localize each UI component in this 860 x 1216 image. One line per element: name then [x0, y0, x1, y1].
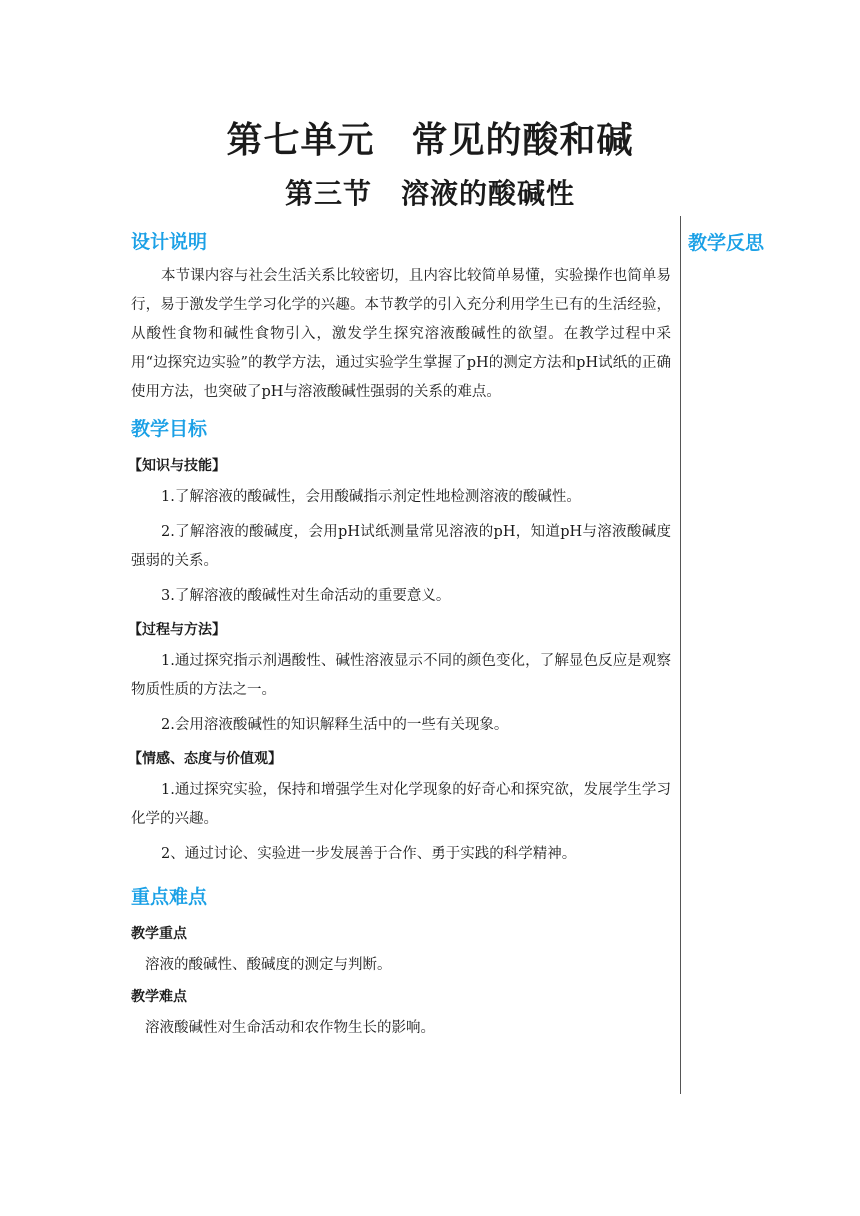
section-title: 第三节 溶液的酸碱性	[284, 177, 575, 210]
main-column	[128, 228, 671, 1043]
design-heading: 设计说明	[131, 231, 208, 253]
key-heading: 重点难点	[131, 886, 208, 908]
knowledge-item-2: 2.了解溶液的酸碱度，会用pH试纸测量常见溶液的pH，知道pH与溶液酸碱度强弱的关系。	[131, 524, 671, 569]
emotion-label: 【情感、态度与价值观】	[128, 751, 282, 767]
process-item-2: 2.会用溶液酸碱性的知识解释生活中的一些有关现象。	[161, 717, 509, 733]
process-label: 【过程与方法】	[128, 622, 226, 638]
knowledge-item-1: 1.了解溶液的酸碱性，会用酸碱指示剂定性地检测溶液的酸碱性。	[161, 489, 581, 505]
knowledge-item-3: 3.了解溶液的酸碱性对生命活动的重要意义。	[161, 588, 451, 604]
process-item-1: 1.通过探究指示剂遇酸性、碱性溶液显示不同的颜色变化，了解显色反应是观察物质性质的方法之一。	[131, 653, 671, 698]
design-text: 本节课内容与社会生活关系比较密切，且内容比较简单易懂，实验操作也简单易行，易于激发学生学习化学的兴趣。本节教学的引入充分利用学生已有的生活经验，从酸性食物和碱性食物引入，激发学生探究溶液酸碱性的欲望。在教学过程中采用“边探究边实验”的教学方法，通过实验学生掌握了pH的测定方法和pH试纸的正确使用方法，也突破了pH与溶液酸碱性强弱的关系的难点。	[131, 268, 671, 400]
focus-label: 教学重点	[131, 926, 187, 942]
emotion-item-2: 2、通过讨论、实验进一步发展善于合作、勇于实践的科学精神。	[161, 846, 577, 862]
goals-heading: 教学目标	[131, 418, 208, 440]
column-divider	[680, 216, 681, 1094]
emotion-item-1: 1.通过探究实验，保持和增强学生对化学现象的好奇心和探究欲，发展学生学习化学的兴趣。	[131, 782, 671, 827]
knowledge-label: 【知识与技能】	[128, 458, 226, 474]
difficulty-label: 教学难点	[131, 989, 187, 1005]
difficulty-text: 溶液酸碱性对生命活动和农作物生长的影响。	[145, 1020, 435, 1036]
reflection-heading: 教学反思	[688, 232, 765, 254]
page-title: 第七单元 常见的酸和碱	[226, 119, 634, 161]
focus-text: 溶液的酸碱性、酸碱度的测定与判断。	[145, 957, 392, 973]
